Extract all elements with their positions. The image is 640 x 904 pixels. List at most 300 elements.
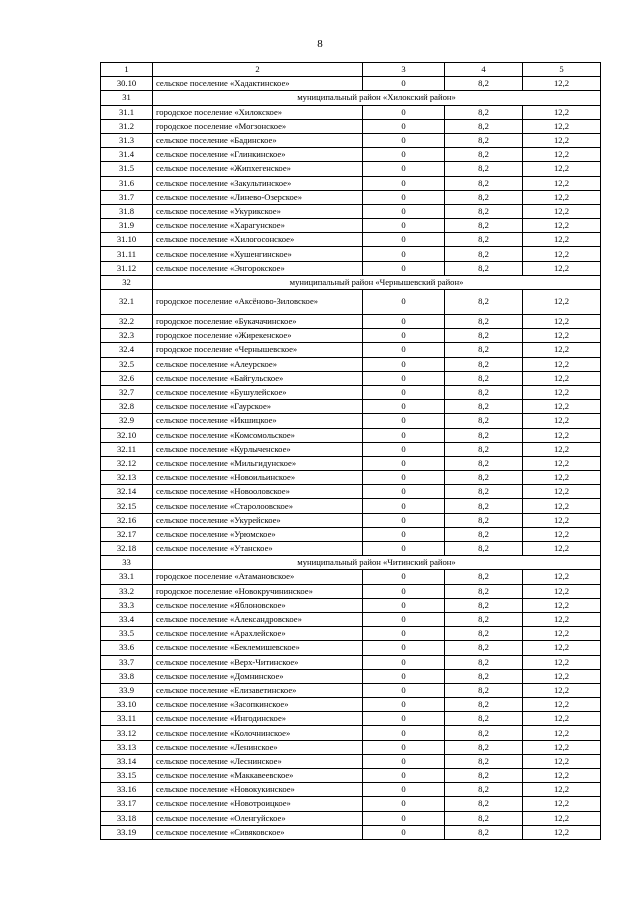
row-number-cell: 33.18 — [101, 811, 153, 825]
row-number-cell: 32.3 — [101, 329, 153, 343]
value-cell-col4: 8,2 — [445, 712, 523, 726]
value-cell-col4: 8,2 — [445, 485, 523, 499]
value-cell-col4: 8,2 — [445, 797, 523, 811]
table-row — [101, 655, 601, 669]
value-cell-col3: 0 — [363, 385, 445, 399]
value-cell-col5: 12,2 — [523, 811, 601, 825]
value-cell-col3: 0 — [363, 148, 445, 162]
table-row — [101, 499, 601, 513]
settlement-name-cell: сельское поселение «Ингодинское» — [153, 712, 363, 726]
table-row — [101, 77, 601, 91]
value-cell-col3: 0 — [363, 584, 445, 598]
settlement-name-cell: сельское поселение «Хилогосонское» — [153, 233, 363, 247]
value-cell-col5: 12,2 — [523, 726, 601, 740]
value-cell-col3: 0 — [363, 669, 445, 683]
value-cell-col3: 0 — [363, 769, 445, 783]
value-cell-col3: 0 — [363, 527, 445, 541]
value-cell-col3: 0 — [363, 400, 445, 414]
value-cell-col5: 12,2 — [523, 769, 601, 783]
value-cell-col5: 12,2 — [523, 712, 601, 726]
row-number-cell: 33 — [101, 556, 153, 570]
row-number-cell: 33.16 — [101, 783, 153, 797]
row-number-cell: 33.2 — [101, 584, 153, 598]
value-cell-col4: 8,2 — [445, 513, 523, 527]
value-cell-col5: 12,2 — [523, 598, 601, 612]
row-number-cell: 33.6 — [101, 641, 153, 655]
row-number-cell: 33.17 — [101, 797, 153, 811]
value-cell-col5: 12,2 — [523, 627, 601, 641]
settlement-name-cell: сельское поселение «Старолоовское» — [153, 499, 363, 513]
table-row — [101, 371, 601, 385]
value-cell-col4: 8,2 — [445, 442, 523, 456]
value-cell-col3: 0 — [363, 811, 445, 825]
row-number-cell: 32.7 — [101, 385, 153, 399]
value-cell-col4: 8,2 — [445, 542, 523, 556]
value-cell-col4: 8,2 — [445, 261, 523, 275]
value-cell-col3: 0 — [363, 119, 445, 133]
settlement-name-cell: сельское поселение «Елизаветинское» — [153, 683, 363, 697]
value-cell-col4: 8,2 — [445, 371, 523, 385]
value-cell-col4: 8,2 — [445, 598, 523, 612]
row-number-cell: 33.3 — [101, 598, 153, 612]
data-table — [100, 62, 601, 840]
value-cell-col4: 8,2 — [445, 641, 523, 655]
value-cell-col3: 0 — [363, 442, 445, 456]
value-cell-col3: 0 — [363, 797, 445, 811]
value-cell-col5: 12,2 — [523, 825, 601, 839]
table-row — [101, 740, 601, 754]
value-cell-col3: 0 — [363, 329, 445, 343]
settlement-name-cell: сельское поселение «Александровское» — [153, 612, 363, 626]
value-cell-col5: 12,2 — [523, 612, 601, 626]
value-cell-col5: 12,2 — [523, 797, 601, 811]
value-cell-col3: 0 — [363, 712, 445, 726]
row-number-cell: 33.7 — [101, 655, 153, 669]
value-cell-col5: 12,2 — [523, 641, 601, 655]
table-row — [101, 598, 601, 612]
settlement-name-cell: сельское поселение «Курлыченское» — [153, 442, 363, 456]
column-header: 4 — [445, 63, 523, 77]
value-cell-col4: 8,2 — [445, 357, 523, 371]
value-cell-col5: 12,2 — [523, 77, 601, 91]
table-row — [101, 162, 601, 176]
value-cell-col5: 12,2 — [523, 371, 601, 385]
row-number-cell: 33.19 — [101, 825, 153, 839]
value-cell-col3: 0 — [363, 683, 445, 697]
column-header: 5 — [523, 63, 601, 77]
value-cell-col4: 8,2 — [445, 105, 523, 119]
value-cell-col5: 12,2 — [523, 456, 601, 470]
settlement-name-cell: сельское поселение «Бушулейское» — [153, 385, 363, 399]
row-number-cell: 33.5 — [101, 627, 153, 641]
value-cell-col5: 12,2 — [523, 261, 601, 275]
row-number-cell: 32.6 — [101, 371, 153, 385]
value-cell-col4: 8,2 — [445, 825, 523, 839]
value-cell-col5: 12,2 — [523, 513, 601, 527]
value-cell-col5: 12,2 — [523, 219, 601, 233]
settlement-name-cell: сельское поселение «Жипхегенское» — [153, 162, 363, 176]
settlement-name-cell: сельское поселение «Урюмское» — [153, 527, 363, 541]
settlement-name-cell: сельское поселение «Арахлейское» — [153, 627, 363, 641]
row-number-cell: 32.11 — [101, 442, 153, 456]
district-name-cell: муниципальный район «Хилокский район» — [153, 91, 601, 105]
value-cell-col5: 12,2 — [523, 290, 601, 315]
value-cell-col4: 8,2 — [445, 698, 523, 712]
row-number-cell: 32.15 — [101, 499, 153, 513]
table-row — [101, 726, 601, 740]
value-cell-col5: 12,2 — [523, 162, 601, 176]
value-cell-col3: 0 — [363, 485, 445, 499]
row-number-cell: 31.6 — [101, 176, 153, 190]
value-cell-col5: 12,2 — [523, 698, 601, 712]
table-row — [101, 343, 601, 357]
settlement-name-cell: сельское поселение «Укурикское» — [153, 204, 363, 218]
value-cell-col4: 8,2 — [445, 726, 523, 740]
row-number-cell: 31.7 — [101, 190, 153, 204]
value-cell-col5: 12,2 — [523, 233, 601, 247]
value-cell-col5: 12,2 — [523, 683, 601, 697]
row-number-cell: 33.12 — [101, 726, 153, 740]
table-row — [101, 527, 601, 541]
value-cell-col4: 8,2 — [445, 627, 523, 641]
value-cell-col4: 8,2 — [445, 740, 523, 754]
settlement-name-cell: сельское поселение «Сивяковское» — [153, 825, 363, 839]
settlement-name-cell: сельское поселение «Комсомольское» — [153, 428, 363, 442]
table-row — [101, 442, 601, 456]
value-cell-col5: 12,2 — [523, 343, 601, 357]
value-cell-col4: 8,2 — [445, 754, 523, 768]
table-row — [101, 261, 601, 275]
value-cell-col3: 0 — [363, 77, 445, 91]
value-cell-col3: 0 — [363, 740, 445, 754]
value-cell-col4: 8,2 — [445, 471, 523, 485]
row-number-cell: 33.1 — [101, 570, 153, 584]
row-number-cell: 31.11 — [101, 247, 153, 261]
value-cell-col5: 12,2 — [523, 247, 601, 261]
table-row — [101, 219, 601, 233]
row-number-cell: 33.14 — [101, 754, 153, 768]
value-cell-col3: 0 — [363, 627, 445, 641]
row-number-cell: 32.12 — [101, 456, 153, 470]
table-row — [101, 485, 601, 499]
value-cell-col4: 8,2 — [445, 527, 523, 541]
value-cell-col5: 12,2 — [523, 542, 601, 556]
value-cell-col5: 12,2 — [523, 471, 601, 485]
table-body — [101, 63, 601, 840]
table-row — [101, 133, 601, 147]
value-cell-col5: 12,2 — [523, 357, 601, 371]
row-number-cell: 31.2 — [101, 119, 153, 133]
settlement-name-cell: сельское поселение «Домнинское» — [153, 669, 363, 683]
table-row — [101, 754, 601, 768]
table-row — [101, 233, 601, 247]
settlement-name-cell: сельское поселение «Хадактинское» — [153, 77, 363, 91]
settlement-name-cell: городское поселение «Могзонское» — [153, 119, 363, 133]
value-cell-col4: 8,2 — [445, 456, 523, 470]
row-number-cell: 33.4 — [101, 612, 153, 626]
value-cell-col4: 8,2 — [445, 315, 523, 329]
table-row — [101, 783, 601, 797]
row-number-cell: 32.13 — [101, 471, 153, 485]
value-cell-col3: 0 — [363, 190, 445, 204]
value-cell-col4: 8,2 — [445, 204, 523, 218]
settlement-name-cell: сельское поселение «Оленгуйское» — [153, 811, 363, 825]
row-number-cell: 33.8 — [101, 669, 153, 683]
settlement-name-cell: сельское поселение «Укурейское» — [153, 513, 363, 527]
value-cell-col5: 12,2 — [523, 176, 601, 190]
value-cell-col4: 8,2 — [445, 329, 523, 343]
row-number-cell: 31.5 — [101, 162, 153, 176]
settlement-name-cell: сельское поселение «Линево-Озерское» — [153, 190, 363, 204]
settlement-name-cell: сельское поселение «Утанское» — [153, 542, 363, 556]
table-row — [101, 513, 601, 527]
value-cell-col4: 8,2 — [445, 247, 523, 261]
value-cell-col5: 12,2 — [523, 133, 601, 147]
value-cell-col3: 0 — [363, 247, 445, 261]
value-cell-col3: 0 — [363, 105, 445, 119]
value-cell-col4: 8,2 — [445, 655, 523, 669]
settlement-name-cell: сельское поселение «Бадинское» — [153, 133, 363, 147]
value-cell-col4: 8,2 — [445, 162, 523, 176]
settlement-name-cell: городское поселение «Жирекенское» — [153, 329, 363, 343]
table-row — [101, 190, 601, 204]
settlement-name-cell: сельское поселение «Яблоновское» — [153, 598, 363, 612]
value-cell-col3: 0 — [363, 428, 445, 442]
value-cell-col3: 0 — [363, 357, 445, 371]
value-cell-col5: 12,2 — [523, 527, 601, 541]
value-cell-col5: 12,2 — [523, 190, 601, 204]
settlement-name-cell: сельское поселение «Хушенгинское» — [153, 247, 363, 261]
value-cell-col5: 12,2 — [523, 499, 601, 513]
value-cell-col3: 0 — [363, 219, 445, 233]
row-number-cell: 33.13 — [101, 740, 153, 754]
value-cell-col4: 8,2 — [445, 669, 523, 683]
settlement-name-cell: городское поселение «Букачачинское» — [153, 315, 363, 329]
table-row — [101, 584, 601, 598]
value-cell-col5: 12,2 — [523, 442, 601, 456]
value-cell-col3: 0 — [363, 343, 445, 357]
value-cell-col3: 0 — [363, 598, 445, 612]
table-row — [101, 105, 601, 119]
settlement-name-cell: городское поселение «Аксёново-Зиловское» — [153, 290, 363, 315]
value-cell-col5: 12,2 — [523, 385, 601, 399]
value-cell-col4: 8,2 — [445, 400, 523, 414]
district-name-cell: муниципальный район «Читинский район» — [153, 556, 601, 570]
table-row — [101, 290, 601, 315]
table-row — [101, 414, 601, 428]
value-cell-col5: 12,2 — [523, 740, 601, 754]
row-number-cell: 32.9 — [101, 414, 153, 428]
value-cell-col4: 8,2 — [445, 683, 523, 697]
table-row — [101, 247, 601, 261]
value-cell-col5: 12,2 — [523, 105, 601, 119]
settlement-name-cell: городское поселение «Новокручининское» — [153, 584, 363, 598]
value-cell-col4: 8,2 — [445, 811, 523, 825]
value-cell-col3: 0 — [363, 499, 445, 513]
table-row — [101, 428, 601, 442]
settlement-name-cell: сельское поселение «Новокукинское» — [153, 783, 363, 797]
table-row — [101, 712, 601, 726]
table-row — [101, 204, 601, 218]
value-cell-col3: 0 — [363, 641, 445, 655]
table-row — [101, 148, 601, 162]
district-row — [101, 275, 601, 289]
value-cell-col3: 0 — [363, 783, 445, 797]
value-cell-col3: 0 — [363, 261, 445, 275]
row-number-cell: 30.10 — [101, 77, 153, 91]
value-cell-col4: 8,2 — [445, 133, 523, 147]
table-row — [101, 119, 601, 133]
value-cell-col4: 8,2 — [445, 414, 523, 428]
table-row — [101, 456, 601, 470]
value-cell-col4: 8,2 — [445, 769, 523, 783]
table-row — [101, 542, 601, 556]
value-cell-col3: 0 — [363, 371, 445, 385]
table-row — [101, 627, 601, 641]
value-cell-col3: 0 — [363, 471, 445, 485]
row-number-cell: 31.12 — [101, 261, 153, 275]
value-cell-col3: 0 — [363, 414, 445, 428]
value-cell-col3: 0 — [363, 698, 445, 712]
table-row — [101, 811, 601, 825]
value-cell-col5: 12,2 — [523, 428, 601, 442]
value-cell-col5: 12,2 — [523, 204, 601, 218]
settlement-name-cell: сельское поселение «Колочнинское» — [153, 726, 363, 740]
row-number-cell: 33.10 — [101, 698, 153, 712]
value-cell-col3: 0 — [363, 176, 445, 190]
row-number-cell: 32.14 — [101, 485, 153, 499]
settlement-name-cell: сельское поселение «Закультинское» — [153, 176, 363, 190]
row-number-cell: 32.17 — [101, 527, 153, 541]
table-row — [101, 385, 601, 399]
settlement-name-cell: сельское поселение «Харагунское» — [153, 219, 363, 233]
table-row — [101, 683, 601, 697]
settlement-name-cell: сельское поселение «Гаурское» — [153, 400, 363, 414]
value-cell-col4: 8,2 — [445, 233, 523, 247]
row-number-cell: 32 — [101, 275, 153, 289]
table-row — [101, 176, 601, 190]
table-row — [101, 698, 601, 712]
value-cell-col3: 0 — [363, 726, 445, 740]
value-cell-col3: 0 — [363, 825, 445, 839]
column-header: 2 — [153, 63, 363, 77]
table-row — [101, 825, 601, 839]
settlement-name-cell: сельское поселение «Энгорокское» — [153, 261, 363, 275]
table-row — [101, 797, 601, 811]
value-cell-col5: 12,2 — [523, 315, 601, 329]
table-row — [101, 400, 601, 414]
row-number-cell: 32.4 — [101, 343, 153, 357]
row-number-cell: 31.1 — [101, 105, 153, 119]
value-cell-col4: 8,2 — [445, 612, 523, 626]
row-number-cell: 31.9 — [101, 219, 153, 233]
table-row — [101, 669, 601, 683]
value-cell-col5: 12,2 — [523, 329, 601, 343]
value-cell-col5: 12,2 — [523, 584, 601, 598]
value-cell-col4: 8,2 — [445, 385, 523, 399]
value-cell-col5: 12,2 — [523, 754, 601, 768]
value-cell-col5: 12,2 — [523, 414, 601, 428]
settlement-name-cell: сельское поселение «Новотроицкое» — [153, 797, 363, 811]
value-cell-col4: 8,2 — [445, 584, 523, 598]
row-number-cell: 33.9 — [101, 683, 153, 697]
value-cell-col3: 0 — [363, 233, 445, 247]
settlement-name-cell: сельское поселение «Леснинское» — [153, 754, 363, 768]
value-cell-col4: 8,2 — [445, 77, 523, 91]
settlement-name-cell: сельское поселение «Маккавеевское» — [153, 769, 363, 783]
row-number-cell: 31.3 — [101, 133, 153, 147]
value-cell-col4: 8,2 — [445, 343, 523, 357]
table-row — [101, 570, 601, 584]
value-cell-col3: 0 — [363, 655, 445, 669]
settlement-name-cell: сельское поселение «Верх-Читинское» — [153, 655, 363, 669]
value-cell-col3: 0 — [363, 542, 445, 556]
settlement-name-cell: сельское поселение «Засопкинское» — [153, 698, 363, 712]
row-number-cell: 31.8 — [101, 204, 153, 218]
value-cell-col3: 0 — [363, 133, 445, 147]
settlement-name-cell: сельское поселение «Икшицкое» — [153, 414, 363, 428]
page-number: 8 — [317, 38, 323, 50]
settlement-name-cell: городское поселение «Чернышевское» — [153, 343, 363, 357]
district-name-cell: муниципальный район «Чернышевский район» — [153, 275, 601, 289]
value-cell-col5: 12,2 — [523, 655, 601, 669]
value-cell-col3: 0 — [363, 570, 445, 584]
value-cell-col3: 0 — [363, 162, 445, 176]
value-cell-col4: 8,2 — [445, 148, 523, 162]
settlement-name-cell: сельское поселение «Новооловское» — [153, 485, 363, 499]
row-number-cell: 33.15 — [101, 769, 153, 783]
value-cell-col5: 12,2 — [523, 570, 601, 584]
column-header: 3 — [363, 63, 445, 77]
district-row — [101, 556, 601, 570]
row-number-cell: 31.4 — [101, 148, 153, 162]
value-cell-col4: 8,2 — [445, 783, 523, 797]
table-row — [101, 357, 601, 371]
value-cell-col3: 0 — [363, 456, 445, 470]
value-cell-col4: 8,2 — [445, 570, 523, 584]
district-row — [101, 91, 601, 105]
row-number-cell: 32.18 — [101, 542, 153, 556]
table-row — [101, 641, 601, 655]
table-row — [101, 329, 601, 343]
row-number-cell: 31 — [101, 91, 153, 105]
settlement-name-cell: сельское поселение «Ленинское» — [153, 740, 363, 754]
value-cell-col4: 8,2 — [445, 290, 523, 315]
column-header: 1 — [101, 63, 153, 77]
settlement-name-cell: городское поселение «Атамановское» — [153, 570, 363, 584]
value-cell-col4: 8,2 — [445, 190, 523, 204]
row-number-cell: 32.8 — [101, 400, 153, 414]
value-cell-col5: 12,2 — [523, 400, 601, 414]
settlement-name-cell: сельское поселение «Алеурское» — [153, 357, 363, 371]
settlement-name-cell: сельское поселение «Глинкинское» — [153, 148, 363, 162]
value-cell-col5: 12,2 — [523, 148, 601, 162]
value-cell-col5: 12,2 — [523, 783, 601, 797]
value-cell-col3: 0 — [363, 315, 445, 329]
value-cell-col5: 12,2 — [523, 119, 601, 133]
table-row — [101, 471, 601, 485]
table-header-row — [101, 63, 601, 77]
row-number-cell: 32.1 — [101, 290, 153, 315]
row-number-cell: 32.16 — [101, 513, 153, 527]
value-cell-col4: 8,2 — [445, 219, 523, 233]
value-cell-col3: 0 — [363, 290, 445, 315]
table-row — [101, 315, 601, 329]
settlement-name-cell: сельское поселение «Мильгидунское» — [153, 456, 363, 470]
value-cell-col5: 12,2 — [523, 485, 601, 499]
value-cell-col4: 8,2 — [445, 428, 523, 442]
row-number-cell: 31.10 — [101, 233, 153, 247]
